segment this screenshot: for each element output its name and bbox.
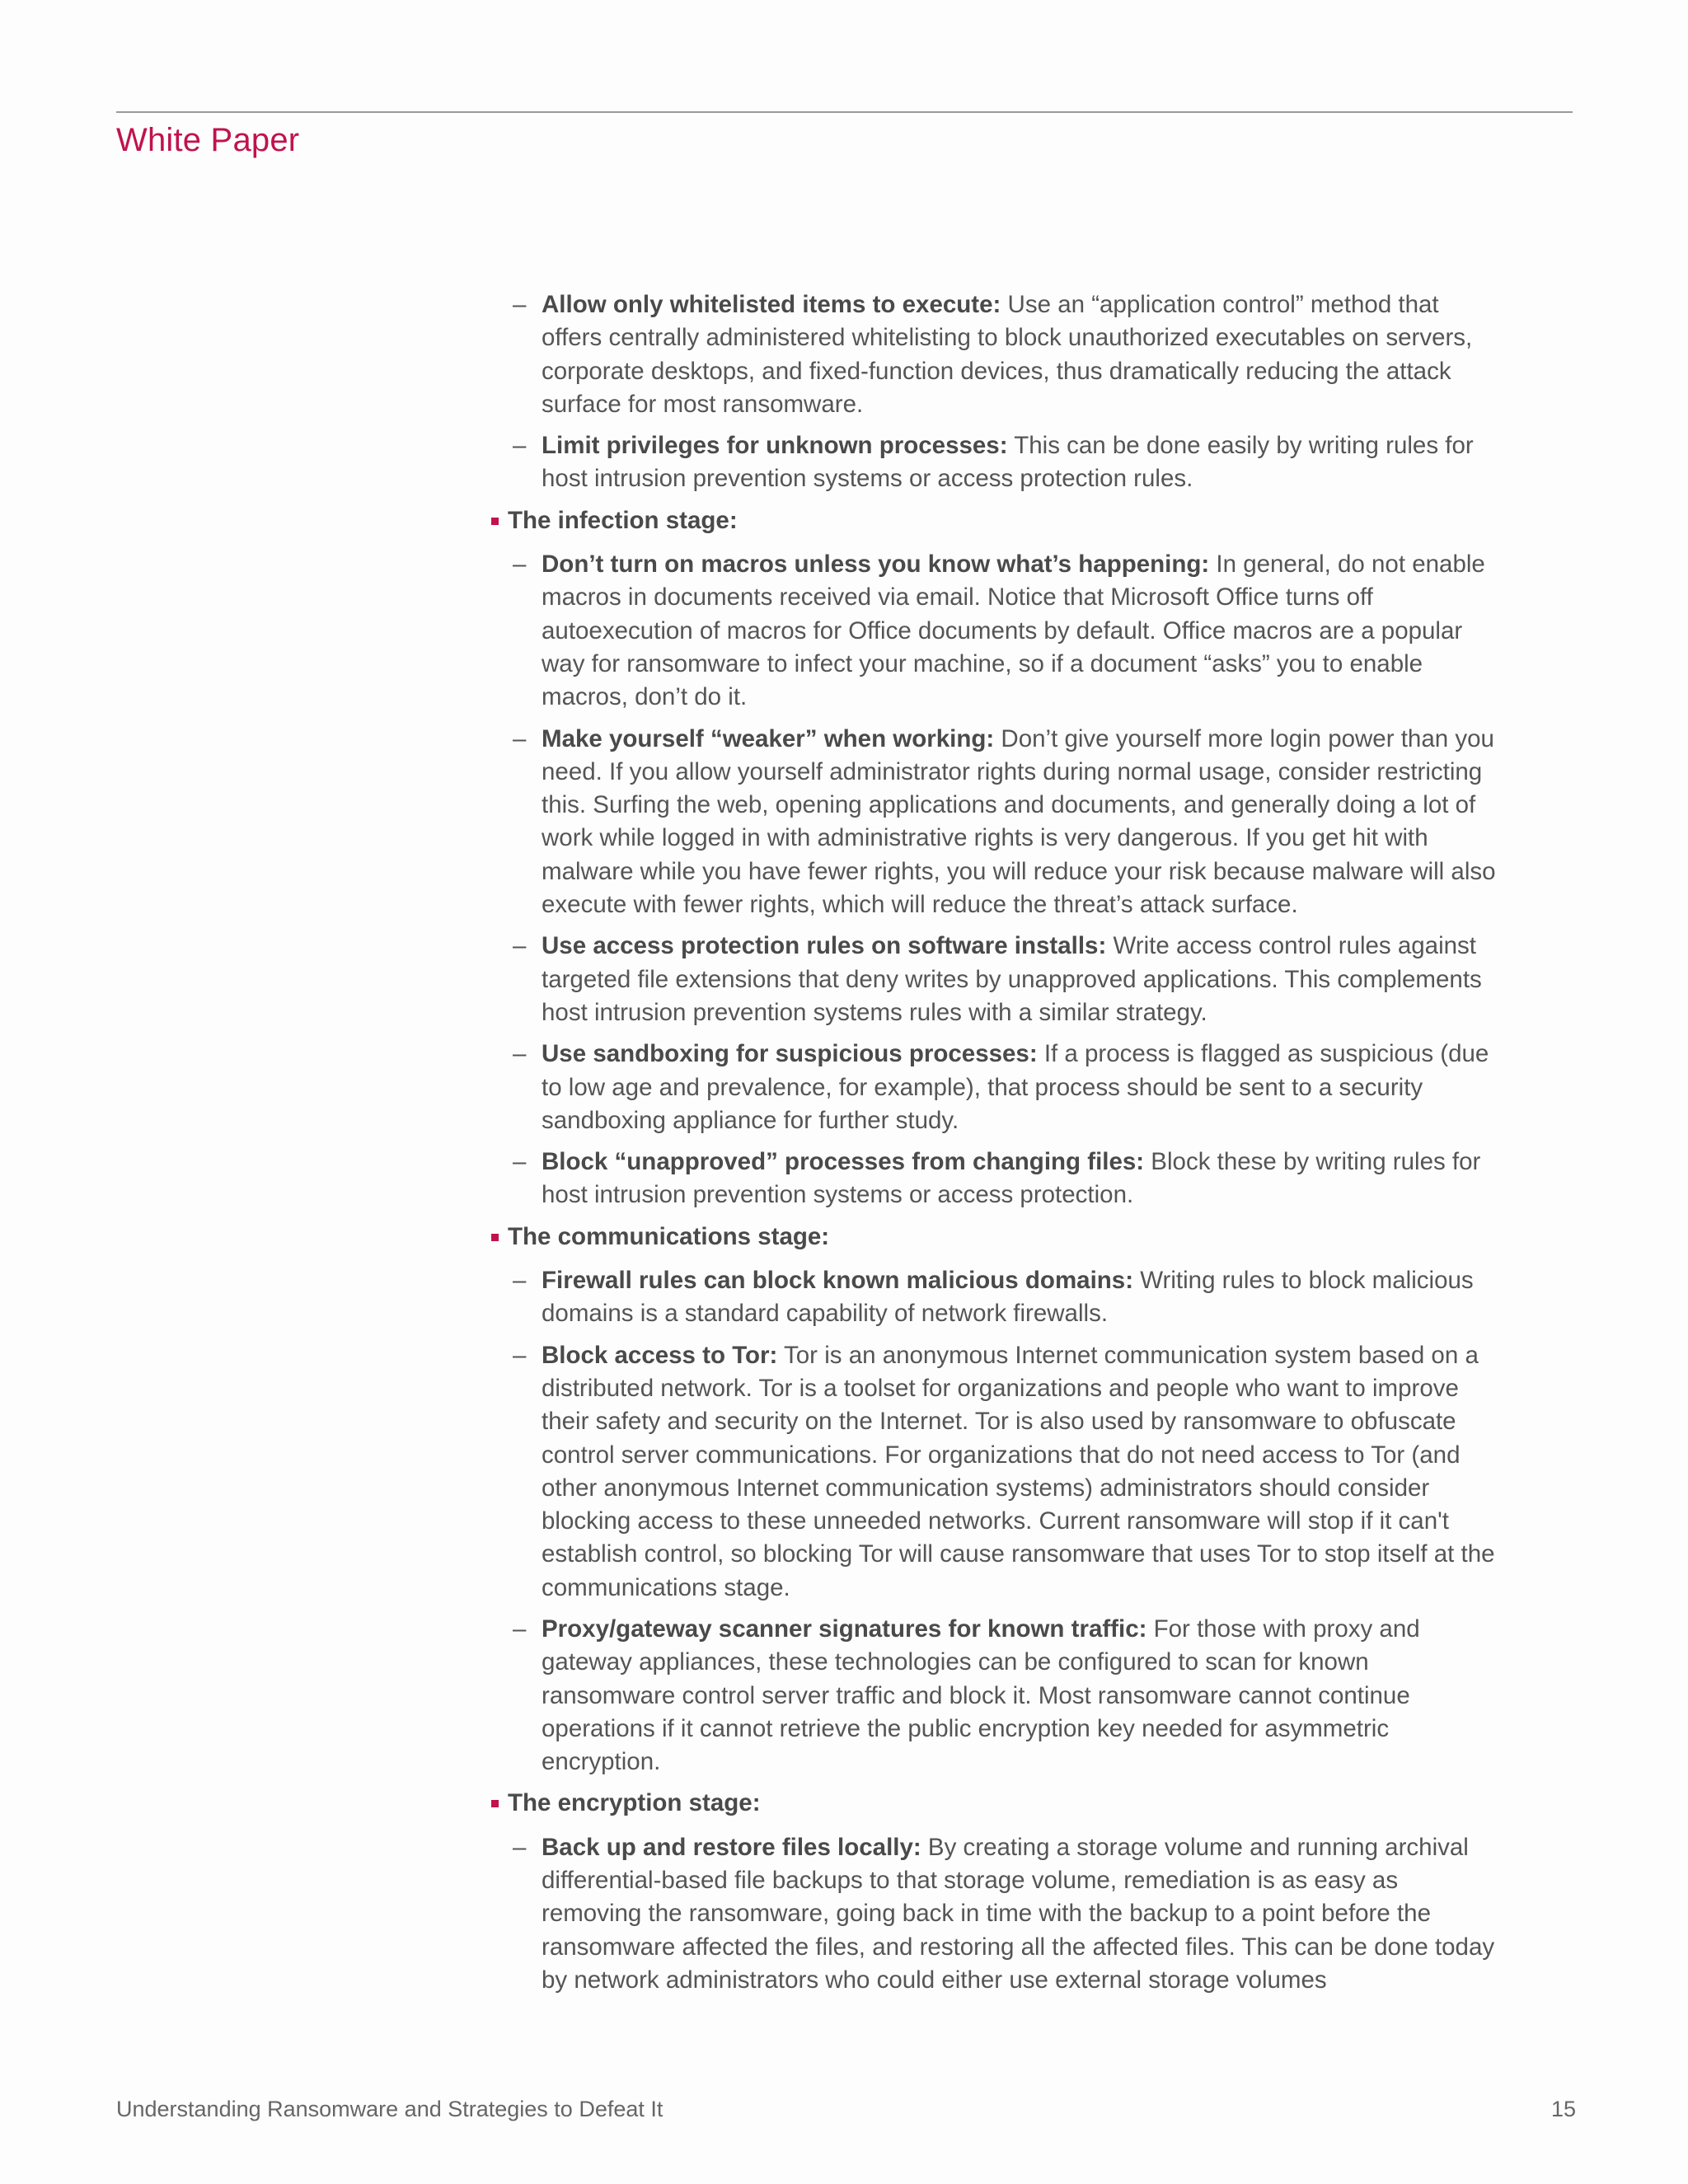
list-item — [491, 1038, 1497, 1137]
list-item — [491, 1146, 1497, 1212]
item-text: If a process is flagged as suspicious (due to low age and prevalence, for example), that process should be sent to a security sandboxing appliance for further study. — [542, 1040, 1489, 1134]
square-bullet-icon — [491, 1800, 499, 1807]
list-item — [491, 723, 1497, 922]
item-text: Writing rules to block malicious domains is a standard capability of network firewalls. — [542, 1267, 1474, 1328]
item-heading: Use sandboxing for suspicious processes: — [542, 1040, 1038, 1068]
stage-title: The encryption stage: — [508, 1789, 761, 1817]
dash-bullet: – — [513, 551, 527, 579]
list-item — [491, 1831, 1497, 1997]
item-text: Use an “application control” method that offers centrally administered whitelisting to block unauthorized executables on servers, corporate desktops, and fixed-function devices, thus dramatically reducing the attack surface for most ransomware. — [542, 291, 1473, 418]
item-heading: Don’t turn on macros unless you know what’s happening: — [542, 551, 1210, 579]
list-item — [491, 1264, 1497, 1331]
document-type-label: White Paper — [116, 122, 300, 158]
item-text: In general, do not enable macros in documents received via email. Notice that Microsoft Office turns off autoexecution of macros for Office documents by default. Office macros are a popular way for ransomware to infect your machine, so if a document “asks” you to enable macros, don’t do it. — [542, 551, 1485, 711]
stage-title: The communications stage: — [508, 1222, 830, 1250]
dash-bullet: – — [513, 291, 527, 318]
item-text: By creating a storage volume and running archival differential-based file backups to that storage volume, remediation is as easy as removing the ransomware, going back in time with the backup to a point before the ransomware affected the files, and restoring all the affected files. This can be done today by network administrators who could either use external storage volumes — [542, 1833, 1495, 1994]
item-text: Don’t give yourself more login power than you need. If you allow yourself administrator rights during normal usage, consider restricting this. Surfing the web, opening applications and documents, and generally doing a lot of work while logged in with administrative rights is very dangerous. If you get hit with malware while you have fewer rights, you will reduce your risk because malware will also execute with fewer rights, which will reduce the threat’s attack surface. — [542, 724, 1496, 919]
list-item — [491, 429, 1497, 496]
dash-bullet: – — [513, 1341, 527, 1369]
stage-heading-communications — [491, 1221, 1497, 1254]
header-rule — [116, 111, 1573, 113]
dash-bullet: – — [513, 932, 527, 960]
stage-title: The infection stage: — [508, 506, 738, 534]
stage-heading-infection — [491, 504, 1497, 537]
item-text: This can be done easily by writing rules for host intrusion prevention systems or access protection rules. — [542, 432, 1474, 493]
dash-bullet: – — [513, 1615, 527, 1643]
item-text: Write access control rules against targeted file extensions that deny writes by unapproved applications. This complements host intrusion prevention systems rules with a similar strategy. — [542, 932, 1482, 1026]
item-heading: Use access protection rules on software installs: — [542, 932, 1107, 960]
item-heading: Limit privileges for unknown processes: — [542, 432, 1008, 460]
list-item — [491, 548, 1497, 714]
dash-bullet: – — [513, 724, 527, 752]
footer-document-title: Understanding Ransomware and Strategies to Defeat It — [116, 2097, 663, 2121]
list-item — [491, 1613, 1497, 1779]
item-text: Tor is an anonymous Internet communication system based on a distributed network. Tor is a toolset for organizations and people who want to improve their safety and security on the Internet. Tor is also used by ransomware to obfuscate control server communications. For organizations that do not need access to Tor (and other anonymous Internet communication systems) administrators should consider blocking access to these unneeded networks. Current ransomware will stop if it can't establish control, so blocking Tor will cause ransomware that uses Tor to stop itself at the communications stage. — [542, 1341, 1495, 1601]
main-content — [491, 288, 1497, 2005]
dash-bullet: – — [513, 1833, 527, 1861]
item-heading: Make yourself “weaker” when working: — [542, 724, 995, 752]
list-item — [491, 288, 1497, 421]
item-heading: Proxy/gateway scanner signatures for known traffic: — [542, 1615, 1147, 1643]
item-heading: Block “unapproved” processes from changing files: — [542, 1148, 1145, 1176]
list-item — [491, 930, 1497, 1029]
page-number: 15 — [1550, 2097, 1576, 2121]
item-heading: Back up and restore files locally: — [542, 1833, 921, 1861]
square-bullet-icon — [491, 1234, 499, 1241]
dash-bullet: – — [513, 1148, 527, 1176]
list-item — [491, 1339, 1497, 1605]
item-heading: Allow only whitelisted items to execute: — [542, 291, 1001, 318]
stage-heading-encryption — [491, 1787, 1497, 1820]
item-text: Block these by writing rules for host intrusion prevention systems or access protection. — [542, 1148, 1481, 1209]
item-text: For those with proxy and gateway appliances, these technologies can be configured to scan for known ransomware control server traffic and block it. Most ransomware cannot continue operations if it cannot retrieve the public encryption key needed for asymmetric encryption. — [542, 1615, 1420, 1776]
square-bullet-icon — [491, 518, 499, 525]
dash-bullet: – — [513, 1267, 527, 1295]
item-heading: Block access to Tor: — [542, 1341, 778, 1369]
dash-bullet: – — [513, 1040, 527, 1068]
item-heading: Firewall rules can block known malicious domains: — [542, 1267, 1134, 1295]
dash-bullet: – — [513, 432, 527, 460]
